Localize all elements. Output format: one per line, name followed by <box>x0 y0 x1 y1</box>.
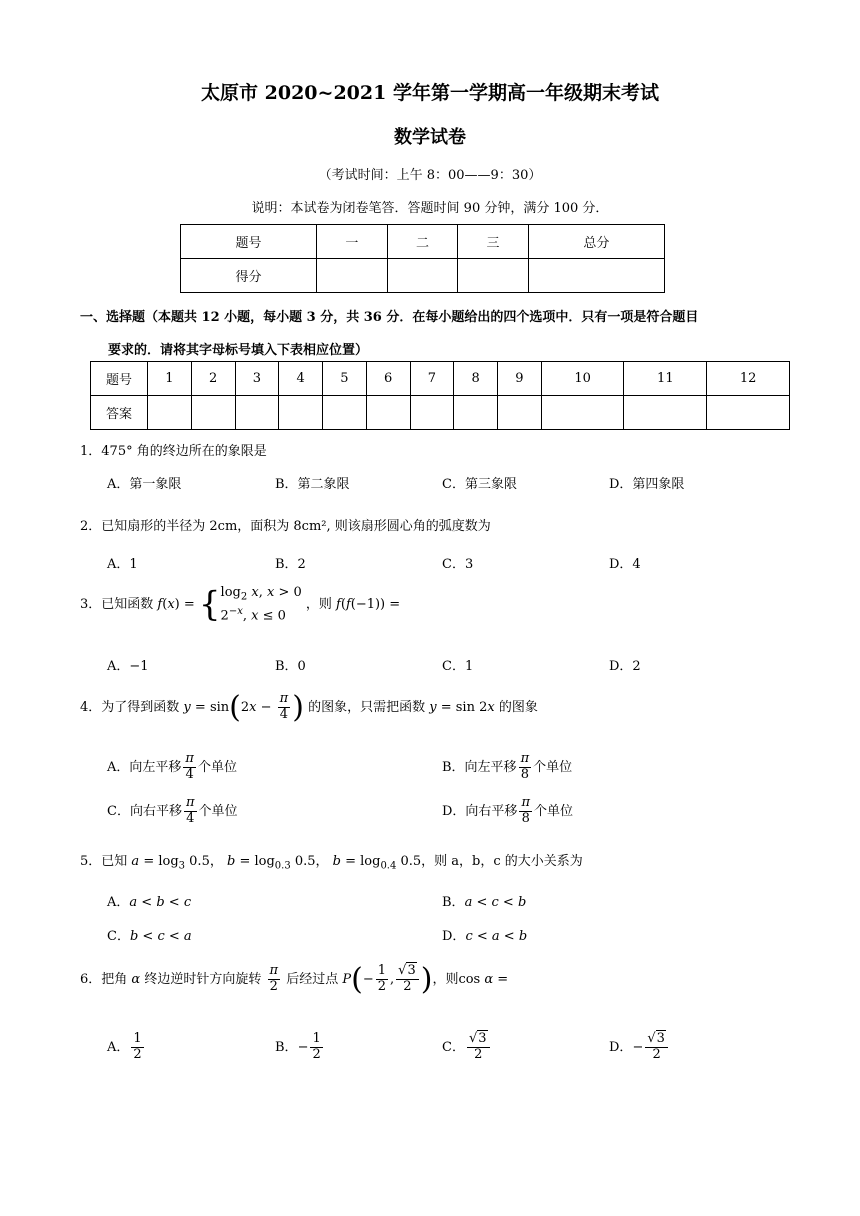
score-header-cell: 题号 <box>181 225 317 259</box>
section-one-line1: 一、选择题（本题共 12 小题，每小题 3 分，共 36 分．在每小题给出的四个选项中．只有一项是符合题目 <box>80 310 699 325</box>
q4-option-a[interactable]: A．向左平移 $\frac{\pi}{4}$ 个单位 <box>107 751 237 782</box>
section-one-heading <box>80 301 800 367</box>
q1-option-b[interactable]: B．第二象限 <box>275 477 350 492</box>
q3-mid: ，则 <box>305 597 332 613</box>
score-table <box>180 224 665 293</box>
q2-option-d[interactable]: D．4 <box>609 557 641 572</box>
q3-prefix: 3．已知函数 <box>80 597 154 613</box>
answer-table <box>90 361 790 430</box>
exam-title: 太原市 2020~2021 学年第一学期高一年级期末考试 <box>201 82 659 104</box>
q4-prefix: 4．为了得到函数 <box>80 700 180 715</box>
answer-number-cell: 7 <box>410 362 454 396</box>
q6-option-b[interactable]: B．− $\frac{1}{2}$ <box>275 1031 321 1062</box>
q1-option-c[interactable]: C．第三象限 <box>442 477 517 492</box>
q6-mid2: 后经过点 <box>286 972 339 987</box>
score-row-label: 得分 <box>181 259 317 293</box>
q6-a-label: A． <box>107 1039 130 1055</box>
q6-prefix: 6．把角 <box>80 972 128 987</box>
q4-option-b[interactable]: B．向左平移 $\frac{\pi}{8}$ 个单位 <box>442 751 573 782</box>
q6-mid1: 终边逆时针方向旋转 <box>144 972 262 987</box>
q5-option-d[interactable]: D．c < a < b <box>442 929 528 944</box>
q4-suffix: 的图象 <box>498 700 538 715</box>
q5-option-a[interactable]: A．a < b < c <box>107 895 192 910</box>
answer-number-cell: 4 <box>279 362 323 396</box>
q3-option-b[interactable]: B．0 <box>275 659 306 674</box>
score-cell[interactable] <box>458 259 529 293</box>
q3-formula: f <box>157 597 163 613</box>
q6-b-label: B． <box>275 1039 298 1055</box>
q4-mid: 的图象，只需把函数 <box>308 700 426 715</box>
q5-prefix: 5．已知 <box>80 854 128 869</box>
answer-cell[interactable] <box>323 396 367 430</box>
q6-option-c[interactable]: C． $\frac{√3}{2}$ <box>442 1032 492 1063</box>
q6-d-label: D． <box>609 1039 633 1055</box>
answer-cell[interactable] <box>410 396 454 430</box>
q3-option-d[interactable]: D．2 <box>609 659 641 674</box>
q3-cases: $\log_2 x$, x > 0 $2^{-x}$, x ≤ 0 <box>220 585 302 623</box>
answer-header-label: 题号 <box>91 362 148 396</box>
q5-option-c[interactable]: C．b < c < a <box>107 929 192 944</box>
answer-cell[interactable] <box>148 396 192 430</box>
answer-cell[interactable] <box>707 396 790 430</box>
exam-time: （考试时间：上午 8：00——9：30） <box>318 168 542 183</box>
answer-number-cell: 10 <box>541 362 624 396</box>
score-header-cell: 一 <box>317 225 388 259</box>
exam-subtitle: 数学试卷 <box>394 127 466 148</box>
score-header-cell: 总分 <box>528 225 664 259</box>
q3-option-c[interactable]: C．1 <box>442 659 474 674</box>
q4-a-unit: 个单位 <box>197 759 237 775</box>
q5-d-label: D． <box>442 929 466 944</box>
answer-number-cell: 11 <box>624 362 707 396</box>
q4-a-label: A．向左平移 <box>107 759 182 775</box>
score-cell[interactable] <box>317 259 388 293</box>
answer-cell[interactable] <box>279 396 323 430</box>
q4-c-unit: 个单位 <box>198 803 238 819</box>
answer-cell[interactable] <box>191 396 235 430</box>
q3-option-a[interactable]: A．−1 <box>107 659 149 674</box>
q5-a-label: A． <box>107 895 130 910</box>
q6-suffix: ，则 <box>432 972 459 987</box>
question-5: 5．已知 $a = \log_3 0.5$， $b = \log_{0.3} 0.5$， $b = \log_{0.4} 0.5$，则 a，b，c 的大小关系为 <box>80 854 583 872</box>
q6-c-label: C． <box>442 1039 465 1055</box>
q4-b-label: B．向左平移 <box>442 759 517 775</box>
score-header-cell: 二 <box>387 225 458 259</box>
question-2: 2．已知扇形的半径为 2cm，面积为 8cm², 则该扇形圆心角的弧度数为 <box>80 519 491 534</box>
q4-option-c[interactable]: C．向右平移 $\frac{\pi}{4}$ 个单位 <box>107 795 238 826</box>
answer-number-cell: 12 <box>707 362 790 396</box>
answer-cell[interactable] <box>498 396 542 430</box>
question-1: 1．475° 角的终边所在的象限是 <box>80 444 267 459</box>
answer-number-cell: 8 <box>454 362 498 396</box>
q2-option-b[interactable]: B．2 <box>275 557 306 572</box>
q4-b-unit: 个单位 <box>533 759 573 775</box>
q1-option-a[interactable]: A．第一象限 <box>107 477 182 492</box>
section-one-line2: 要求的．请将其字母标号填入下表相应位置） <box>108 343 369 358</box>
answer-number-cell: 2 <box>191 362 235 396</box>
answer-row-label: 答案 <box>91 396 148 430</box>
answer-cell[interactable] <box>366 396 410 430</box>
q2-option-c[interactable]: C．3 <box>442 557 474 572</box>
score-cell[interactable] <box>528 259 664 293</box>
q4-c-label: C．向右平移 <box>107 803 182 819</box>
q5-suffix: ，则 a，b，c 的大小关系为 <box>421 854 583 869</box>
q6-option-a[interactable]: A． $\frac{1}{2}$ <box>107 1031 142 1062</box>
exam-note: 说明：本试卷为闭卷笔答．答题时间 90 分钟，满分 100 分． <box>251 201 609 216</box>
q4-option-d[interactable]: D．向右平移 $\frac{\pi}{8}$ 个单位 <box>442 795 573 826</box>
q1-option-d[interactable]: D．第四象限 <box>609 477 685 492</box>
answer-number-cell: 6 <box>366 362 410 396</box>
answer-cell[interactable] <box>454 396 498 430</box>
q6-option-d[interactable]: D．− $\frac{√3}{2}$ <box>609 1032 670 1063</box>
question-3: 3．已知函数 $f(x) = \{\log_2$ x, x > 0 $2^{-x}$, x ≤ 0 ，则 f(f(−1)) = <box>80 584 401 625</box>
score-header-cell: 三 <box>458 225 529 259</box>
question-6: 6．把角 α 终边逆时针方向旋转 $\frac{\pi}{2}$ 后经过点 P(− $\frac{1}{2}$ , $\frac{√3}{2}$ )，则cos α = <box>80 962 509 997</box>
answer-cell[interactable] <box>541 396 624 430</box>
question-4: 4．为了得到函数 y = sin(2x − $\frac{\pi}{4}$ ) 的图象，只需把函数 y = sin 2x 的图象 <box>80 690 538 725</box>
q4-d-unit: 个单位 <box>533 803 573 819</box>
answer-cell[interactable] <box>235 396 279 430</box>
answer-number-cell: 5 <box>323 362 367 396</box>
answer-cell[interactable] <box>624 396 707 430</box>
answer-number-cell: 3 <box>235 362 279 396</box>
q5-option-b[interactable]: B．a < c < b <box>442 895 527 910</box>
answer-number-cell: 1 <box>148 362 192 396</box>
q4-d-label: D．向右平移 <box>442 803 518 819</box>
q5-b-label: B． <box>442 895 465 910</box>
score-cell[interactable] <box>387 259 458 293</box>
q5-c-label: C． <box>107 929 130 944</box>
cases-brace-icon: { <box>198 584 221 625</box>
q2-option-a[interactable]: A．1 <box>107 557 138 572</box>
answer-number-cell: 9 <box>498 362 542 396</box>
